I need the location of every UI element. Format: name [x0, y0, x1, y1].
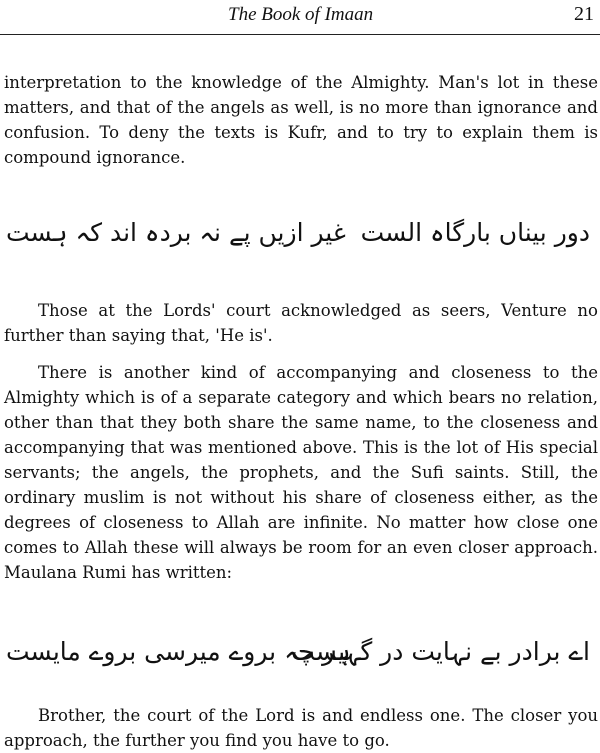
- running-title: The Book of Imaan: [228, 4, 374, 25]
- paragraph-continuation: interpretation to the knowledge of the Almighty. Man's lot in these matters, and that of the angels as well, is no more than ignorance and confusion. To deny the texts is Kufr, and to try to explain them is compound ignorance.: [4, 73, 598, 167]
- page-number: 21: [574, 3, 594, 25]
- paragraph-verse-translation-2: Brother, the court of the Lord is and endless one. The closer you approach, the further you find you have to go.: [4, 706, 598, 750]
- verse-2-second-hemistich: ہر چہ بروے میرسی بروے مایست: [6, 637, 351, 666]
- urdu-verse-2: [0, 637, 600, 687]
- paragraph-closeness: There is another kind of accompanying and closeness to the Almighty which is of a separate category and which bears no relation, other than that they both share the same name, to the closeness and accompanying that was mentioned above. This is the lot of His special servants; the angels, the prophets, and the Sufi saints. Still, the ordinary muslim is not without his share of closeness either, as the degrees of closeness to Allah are infinite. No matter how close one comes to Allah these will always be room for an even closer approach. Maulana Rumi has written:: [4, 363, 598, 582]
- paragraph-verse-translation-1: Those at the Lords' court acknowledged as seers, Venture no further than saying that, 'He is'.: [4, 301, 598, 345]
- urdu-verse-1: [0, 218, 600, 268]
- header-rule: [0, 34, 600, 35]
- verse-2-first-hemistich: اے برادر بے نہایت در گہیست: [291, 637, 590, 666]
- verse-1-second-hemistich: غیر ازیں پے نہ بردہ اند کہ ہست: [6, 218, 346, 247]
- verse-1-first-hemistich: دور بیناں بارگاہ الست: [360, 218, 590, 247]
